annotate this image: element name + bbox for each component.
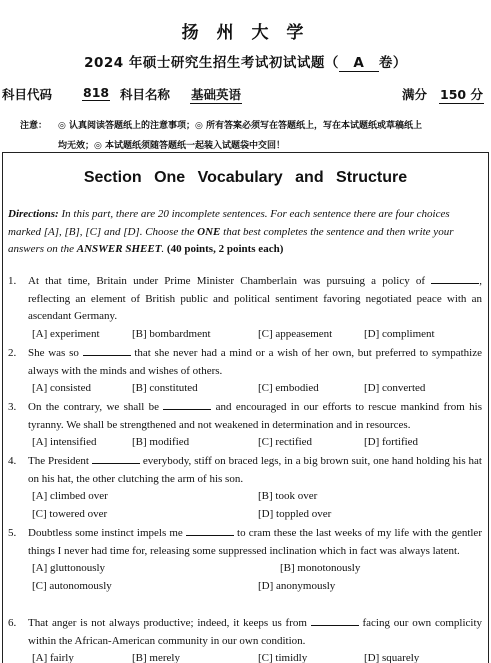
directions-answer-sheet: ANSWER SHEET xyxy=(76,243,162,255)
question-stem: The President everybody, stiff on braced legs, in a big brown suit, one hand holding his hat on his hat, the other clutching the arm of his son. xyxy=(28,455,482,485)
option-c: [C] towered over xyxy=(32,507,108,520)
option-row xyxy=(8,326,482,344)
option-row xyxy=(8,506,482,524)
option-d: [D] anonymously xyxy=(258,579,336,592)
question-number: 2. xyxy=(8,347,17,359)
question-stem: She was so that she never had a mind or a wish of her own, but preferred to sympathize always with the minds and wishes of others. xyxy=(28,347,483,377)
question-stem: That anger is not always productive; indeed, it keeps us from facing our own complicity within the African-American community in our own condition. xyxy=(28,617,482,647)
directions-text-1: In this part, there are 20 incomplete sentences. For each sentence there are four choices marked [A], [B], [C] and [D]. Choose the xyxy=(8,208,450,238)
question-number: 3. xyxy=(8,401,17,413)
subject-name-label: 科目名称 xyxy=(120,87,171,102)
option-row xyxy=(8,560,482,578)
directions-points: (40 points, 2 points each) xyxy=(166,243,284,255)
university-name: 扬 州 大 学 xyxy=(181,23,310,43)
directions-one: ONE xyxy=(197,225,221,238)
option-b: [B] modified xyxy=(132,436,190,448)
notice-line-2: 均无效；◎ 本试题纸须随答题纸一起装入试题袋中交回！ xyxy=(58,141,285,151)
question-4 xyxy=(8,453,482,523)
question-3 xyxy=(8,399,482,452)
full-score: 150 分 xyxy=(440,87,483,102)
option-row xyxy=(8,650,482,663)
option-a: [A] intensified xyxy=(32,436,97,448)
question-number: 5. xyxy=(8,527,17,539)
subject-name: 基础英语 xyxy=(191,87,242,102)
question-6 xyxy=(8,615,482,663)
option-a: [A] climbed over xyxy=(32,490,108,502)
option-c: [C] autonomously xyxy=(32,579,112,592)
question-number: 4. xyxy=(8,455,17,467)
directions-text-2: that best completes the sentence and then write your answers on the xyxy=(8,225,454,255)
option-row xyxy=(8,380,482,398)
paper-version: A xyxy=(339,55,379,72)
option-a: [A] consisted xyxy=(32,382,91,394)
question-stem: At that time, Britain under Prime Minister Chamberlain was pursuing a policy of , reflecting an element of British public and political sentiment favoring negotiated peace with an ascendant Germany. xyxy=(28,275,482,322)
option-d: [D] compliment xyxy=(364,327,435,340)
option-c: [C] timidly xyxy=(258,652,308,663)
subject-code-label: 科目代码 xyxy=(2,87,53,102)
exam-title-prefix: 2024 年硕士研究生招生考试初试试题（ xyxy=(84,55,339,71)
notice-label: 注意： xyxy=(20,121,48,131)
question-5 xyxy=(8,525,482,595)
answer-blank xyxy=(92,453,140,464)
answer-blank xyxy=(431,273,479,284)
question-stem: Doubtless some instinct impels me to cram these the last weeks of my life with the gentler things I never had time for, releasing some suppressed inclination which in fact was always latent. xyxy=(28,527,482,557)
option-b: [B] bombardment xyxy=(132,327,211,340)
option-d: [D] toppled over xyxy=(258,507,332,520)
option-d: [D] fortified xyxy=(364,436,419,448)
option-a: [A] fairly xyxy=(32,652,74,663)
option-b: [B] constituted xyxy=(132,382,198,394)
option-row xyxy=(8,488,482,506)
directions-label: Directions: xyxy=(8,208,59,220)
notice-line-1: ◎ 认真阅读答题纸上的注意事项；◎ 所有答案必须写在答题纸上，写在本试题纸或草稿纸上 xyxy=(58,121,422,131)
option-row xyxy=(8,578,482,596)
section-title: Section One Vocabulary and Structure xyxy=(83,169,408,186)
option-b: [B] monotonously xyxy=(280,562,361,574)
exam-title xyxy=(0,51,491,72)
option-c: [C] appeasement xyxy=(258,327,333,340)
option-row xyxy=(8,434,482,452)
subject-code: 818 xyxy=(83,85,110,100)
exam-title-suffix: 卷） xyxy=(378,55,407,71)
option-d: [D] converted xyxy=(364,382,426,394)
option-b: [B] merely xyxy=(132,652,180,663)
question-2 xyxy=(8,345,482,398)
full-score-label: 满分 xyxy=(402,87,428,102)
answer-blank xyxy=(311,615,359,626)
question-number: 6. xyxy=(8,617,17,629)
question-stem: On the contrary, we shall be and encouraged in our efforts to rescue mankind from his tyranny. We shall be strengthened and not weakened in determination and in resources. xyxy=(28,401,482,431)
option-a: [A] experiment xyxy=(32,327,100,340)
question-1 xyxy=(8,273,482,343)
answer-blank xyxy=(83,345,131,356)
answer-blank xyxy=(163,399,211,410)
option-c: [C] embodied xyxy=(258,382,319,394)
option-a: [A] gluttonously xyxy=(32,562,106,574)
option-b: [B] took over xyxy=(258,490,318,502)
question-number: 1. xyxy=(8,275,17,287)
section-directions xyxy=(8,206,482,259)
answer-blank xyxy=(186,525,234,536)
option-c: [C] rectified xyxy=(258,436,313,448)
option-d: [D] squarely xyxy=(364,652,420,663)
subject-meta-row xyxy=(0,85,491,105)
directions-text-3: . xyxy=(161,243,167,255)
